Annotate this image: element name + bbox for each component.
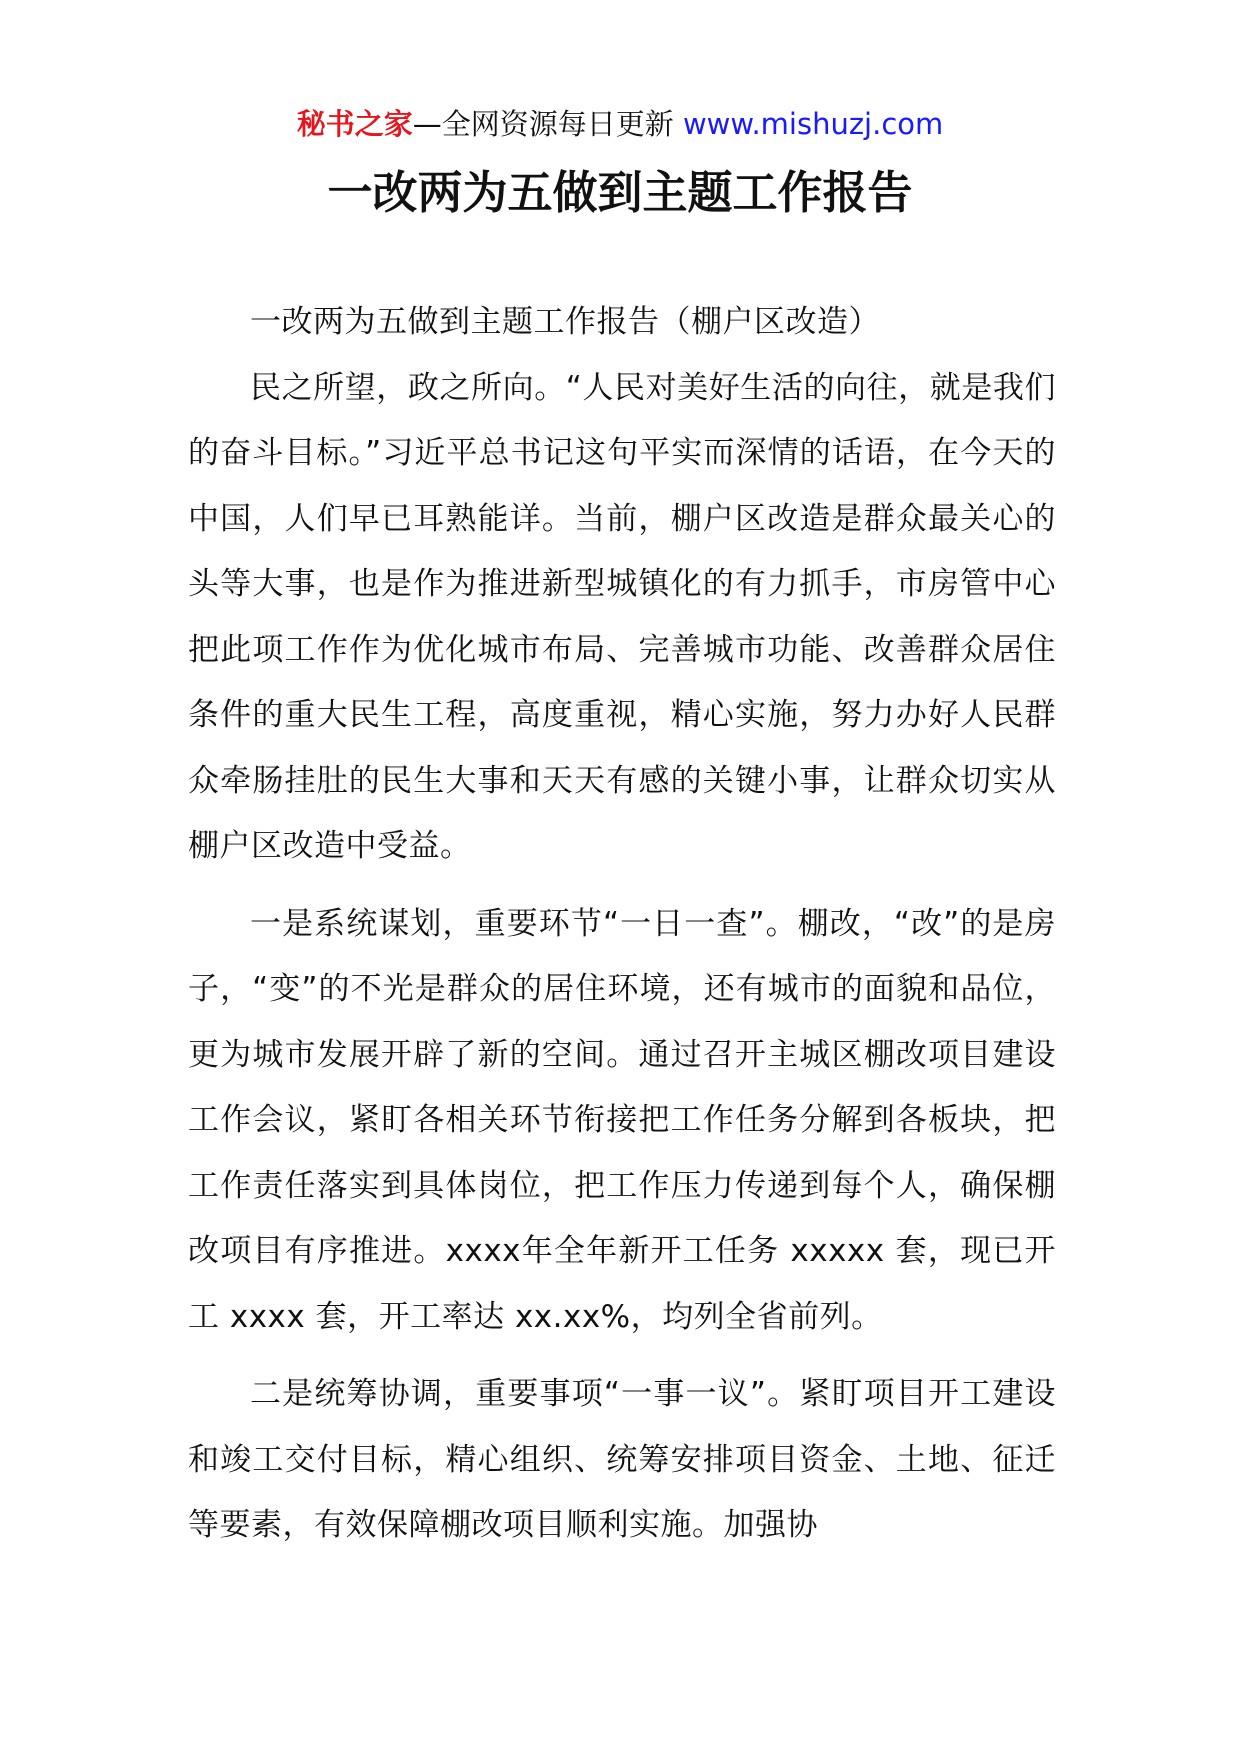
site-slogan: —全网资源每日更新 [412,107,683,141]
paragraph-subtitle: 一改两为五做到主题工作报告（棚户区改造） [250,304,880,340]
site-brand: 秘书之家 [296,107,413,141]
site-url-link[interactable]: www.mishuzj.com [682,107,944,141]
document-body [188,290,1056,1559]
document-title: 一改两为五做到主题工作报告 [327,166,913,219]
paragraph-point-two: 二是统筹协调，重要事项“一事一议”。紧盯项目开工建设和竣工交付目标，精心组织、统筹安排项目资金、土地、征迁等要素，有效保障棚改项目顺利实施。加强协 [188,1376,1056,1543]
paragraph-point-one: 一是系统谋划，重要环节“一日一查”。棚改，“改”的是房子，“变”的不光是群众的居住环境，还有城市的面貌和品位，更为城市发展开辟了新的空间。通过召开主城区棚改项目建设工作会议，紧盯各相关环节衔接把工作任务分解到各板块，把工作责任落实到具体岗位，把工作压力传递到每个人，确保棚改项目有序推进。xxxx年全年新开工任务 xxxxx 套，现已开工 xxxx 套，开工率达 xx.xx%，均列全省前列。 [188,905,1056,1335]
paragraph-intro: 民之所望，政之所向。“人民对美好生活的向往，就是我们的奋斗目标。”习近平总书记这句平实而深情的话语，在今天的中国，人们早已耳熟能详。当前，棚户区改造是群众最关心的头等大事，也是作为推进新型城镇化的有力抓手，市房管中心把此项工作作为优化城市布局、完善城市功能、改善群众居住条件的重大民生工程，高度重视，精心实施，努力办好人民群众牵肠挂肚的民生大事和天天有感的关键小事，让群众切实从棚户区改造中受益。 [188,369,1056,864]
site-header [0,100,1240,148]
